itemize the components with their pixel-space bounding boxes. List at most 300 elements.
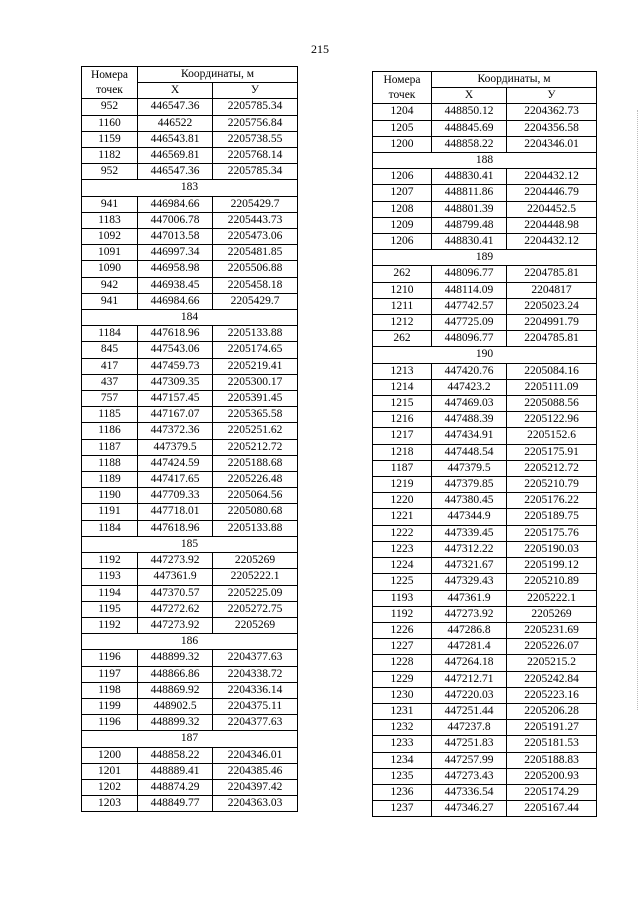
- table-row: [373, 444, 597, 460]
- table-row: [373, 363, 597, 379]
- x-coordinate: 448845.69: [432, 120, 507, 136]
- point-number: 1201: [82, 763, 138, 779]
- x-coordinate: 446958.98: [138, 261, 213, 277]
- x-coordinate: 447379.85: [432, 477, 507, 493]
- x-coordinate: 447361.9: [138, 569, 213, 585]
- table-row: [373, 185, 597, 201]
- x-coordinate: 447273.92: [138, 553, 213, 569]
- y-coordinate: 2205175.91: [507, 444, 597, 460]
- table-row: [373, 606, 597, 622]
- point-number: 1160: [82, 115, 138, 131]
- section-row: [82, 180, 298, 196]
- table-row: [82, 326, 298, 342]
- point-number: 1208: [373, 201, 432, 217]
- table-row: [373, 671, 597, 687]
- table-row: [82, 520, 298, 536]
- point-number: 1236: [373, 784, 432, 800]
- table-row: [82, 245, 298, 261]
- table-row: [82, 617, 298, 633]
- table-row: [373, 282, 597, 298]
- header-x: X: [432, 88, 507, 104]
- section-number: 183: [82, 180, 298, 196]
- table-row: [82, 342, 298, 358]
- x-coordinate: 447251.83: [432, 736, 507, 752]
- x-coordinate: 447469.03: [432, 396, 507, 412]
- table-row: [373, 428, 597, 444]
- x-coordinate: 447459.73: [138, 358, 213, 374]
- y-coordinate: 2205176.22: [507, 493, 597, 509]
- y-coordinate: 2204817: [507, 282, 597, 298]
- point-number: 417: [82, 358, 138, 374]
- y-coordinate: 2205189.75: [507, 509, 597, 525]
- y-coordinate: 2205222.1: [507, 590, 597, 606]
- table-row: [373, 703, 597, 719]
- point-number: 1212: [373, 315, 432, 331]
- y-coordinate: 2205174.65: [213, 342, 298, 358]
- x-coordinate: 448801.39: [432, 201, 507, 217]
- section-row: [82, 310, 298, 326]
- point-number: 1219: [373, 477, 432, 493]
- y-coordinate: 2204397.42: [213, 779, 298, 795]
- y-coordinate: 2205122.96: [507, 412, 597, 428]
- table-row: [82, 212, 298, 228]
- y-coordinate: 2205272.75: [213, 601, 298, 617]
- table-row: [82, 666, 298, 682]
- point-number: 262: [373, 266, 432, 282]
- scan-edge: [634, 110, 638, 710]
- table-row: [82, 698, 298, 714]
- x-coordinate: 447344.9: [432, 509, 507, 525]
- y-coordinate: 2204336.14: [213, 682, 298, 698]
- x-coordinate: 446569.81: [138, 148, 213, 164]
- table-row: [373, 720, 597, 736]
- table-row: [82, 715, 298, 731]
- point-number: 1237: [373, 801, 432, 817]
- table-row: [373, 266, 597, 282]
- table-row: [82, 277, 298, 293]
- x-coordinate: 447424.59: [138, 455, 213, 471]
- y-coordinate: 2204446.79: [507, 185, 597, 201]
- x-coordinate: 448866.86: [138, 666, 213, 682]
- y-coordinate: 2205443.73: [213, 212, 298, 228]
- y-coordinate: 2205365.58: [213, 407, 298, 423]
- table-row: [373, 412, 597, 428]
- y-coordinate: 2205458.18: [213, 277, 298, 293]
- point-number: 1189: [82, 472, 138, 488]
- point-number: 1200: [373, 136, 432, 152]
- x-coordinate: 447618.96: [138, 326, 213, 342]
- point-number: 1216: [373, 412, 432, 428]
- x-coordinate: 448830.41: [432, 234, 507, 250]
- table-row: [373, 169, 597, 185]
- x-coordinate: 448889.41: [138, 763, 213, 779]
- x-coordinate: 447167.07: [138, 407, 213, 423]
- table-row: [373, 622, 597, 638]
- table-row: [82, 293, 298, 309]
- page-number: 215: [311, 42, 329, 56]
- table-row: [373, 801, 597, 817]
- section-number: 190: [373, 347, 597, 363]
- x-coordinate: 448902.5: [138, 698, 213, 714]
- table-row: [373, 136, 597, 152]
- x-coordinate: 447379.5: [432, 460, 507, 476]
- y-coordinate: 2205023.24: [507, 298, 597, 314]
- x-coordinate: 447339.45: [432, 525, 507, 541]
- section-number: 187: [82, 731, 298, 747]
- y-coordinate: 2204338.72: [213, 666, 298, 682]
- section-row: [373, 153, 597, 169]
- x-coordinate: 446543.81: [138, 131, 213, 147]
- table-row: [82, 763, 298, 779]
- table-row: [82, 229, 298, 245]
- table-row: [373, 558, 597, 574]
- x-coordinate: 446547.36: [138, 99, 213, 115]
- table-row: [82, 261, 298, 277]
- y-coordinate: 2204363.03: [213, 796, 298, 812]
- x-coordinate: 447309.35: [138, 374, 213, 390]
- table-row: [82, 439, 298, 455]
- x-coordinate: 447251.44: [432, 703, 507, 719]
- y-coordinate: 2205226.07: [507, 639, 597, 655]
- point-number: 1206: [373, 169, 432, 185]
- y-coordinate: 2205181.53: [507, 736, 597, 752]
- x-coordinate: 448899.32: [138, 650, 213, 666]
- x-coordinate: 448858.22: [138, 747, 213, 763]
- section-number: 189: [373, 250, 597, 266]
- point-number: 952: [82, 99, 138, 115]
- y-coordinate: 2205084.16: [507, 363, 597, 379]
- y-coordinate: 2205219.41: [213, 358, 298, 374]
- x-coordinate: 448858.22: [432, 136, 507, 152]
- x-coordinate: 447725.09: [432, 315, 507, 331]
- header-coords: Координаты, м: [138, 67, 298, 83]
- y-coordinate: 2205223.16: [507, 687, 597, 703]
- x-coordinate: 448899.32: [138, 715, 213, 731]
- point-number: 1232: [373, 720, 432, 736]
- x-coordinate: 447257.99: [432, 752, 507, 768]
- point-number: 1214: [373, 379, 432, 395]
- x-coordinate: 447434.91: [432, 428, 507, 444]
- x-coordinate: 447618.96: [138, 520, 213, 536]
- y-coordinate: 2204356.58: [507, 120, 597, 136]
- point-number: 757: [82, 391, 138, 407]
- x-coordinate: 447380.45: [432, 493, 507, 509]
- x-coordinate: 448096.77: [432, 331, 507, 347]
- x-coordinate: 448849.77: [138, 796, 213, 812]
- x-coordinate: 448830.41: [432, 169, 507, 185]
- x-coordinate: 447281.4: [432, 639, 507, 655]
- point-number: 1206: [373, 234, 432, 250]
- point-number: 1191: [82, 504, 138, 520]
- point-number: 1196: [82, 650, 138, 666]
- table-row: [82, 99, 298, 115]
- y-coordinate: 2205133.88: [213, 520, 298, 536]
- section-number: 185: [82, 536, 298, 552]
- table-row: [373, 509, 597, 525]
- table-row: [82, 131, 298, 147]
- point-number: 1231: [373, 703, 432, 719]
- x-coordinate: 447448.54: [432, 444, 507, 460]
- y-coordinate: 2205225.09: [213, 585, 298, 601]
- table-row: [82, 504, 298, 520]
- point-number: 1221: [373, 509, 432, 525]
- y-coordinate: 2204785.81: [507, 331, 597, 347]
- table-row: [82, 569, 298, 585]
- y-coordinate: 2205242.84: [507, 671, 597, 687]
- y-coordinate: 2205152.6: [507, 428, 597, 444]
- point-number: 1185: [82, 407, 138, 423]
- table-row: [373, 768, 597, 784]
- x-coordinate: 447006.78: [138, 212, 213, 228]
- point-number: 1192: [82, 617, 138, 633]
- point-number: 1193: [82, 569, 138, 585]
- point-number: 941: [82, 196, 138, 212]
- table-row: [373, 396, 597, 412]
- table-row: [373, 460, 597, 476]
- point-number: 1225: [373, 574, 432, 590]
- y-coordinate: 2205785.34: [213, 164, 298, 180]
- point-number: 1235: [373, 768, 432, 784]
- point-number: 1190: [82, 488, 138, 504]
- table-row: [82, 779, 298, 795]
- header-x: X: [138, 83, 213, 99]
- point-number: 941: [82, 293, 138, 309]
- y-coordinate: 2205215.2: [507, 655, 597, 671]
- table-row: [82, 601, 298, 617]
- point-number: 1198: [82, 682, 138, 698]
- x-coordinate: 447312.22: [432, 541, 507, 557]
- section-row: [373, 250, 597, 266]
- table-row: [373, 525, 597, 541]
- point-number: 437: [82, 374, 138, 390]
- y-coordinate: 2205199.12: [507, 558, 597, 574]
- header-y: У: [507, 88, 597, 104]
- point-number: 845: [82, 342, 138, 358]
- x-coordinate: 446997.34: [138, 245, 213, 261]
- point-number: 1192: [82, 553, 138, 569]
- y-coordinate: 2205088.56: [507, 396, 597, 412]
- y-coordinate: 2205269: [213, 617, 298, 633]
- table-row: [82, 488, 298, 504]
- section-row: [82, 536, 298, 552]
- x-coordinate: 447336.54: [432, 784, 507, 800]
- table-row: [373, 655, 597, 671]
- x-coordinate: 448114.09: [432, 282, 507, 298]
- point-number: 1227: [373, 639, 432, 655]
- y-coordinate: 2205167.44: [507, 801, 597, 817]
- y-coordinate: 2204432.12: [507, 169, 597, 185]
- y-coordinate: 2205188.68: [213, 455, 298, 471]
- table-row: [373, 234, 597, 250]
- header-y: У: [213, 83, 298, 99]
- table-row: [373, 104, 597, 120]
- table-row: [373, 736, 597, 752]
- y-coordinate: 2205191.27: [507, 720, 597, 736]
- table-row: [82, 472, 298, 488]
- point-number: 1228: [373, 655, 432, 671]
- y-coordinate: 2205756.84: [213, 115, 298, 131]
- table-row: [82, 585, 298, 601]
- table-row: [82, 650, 298, 666]
- x-coordinate: 446547.36: [138, 164, 213, 180]
- section-number: 188: [373, 153, 597, 169]
- y-coordinate: 2204385.46: [213, 763, 298, 779]
- point-number: 1200: [82, 747, 138, 763]
- x-coordinate: 447361.9: [432, 590, 507, 606]
- y-coordinate: 2205064.56: [213, 488, 298, 504]
- point-number: 1187: [82, 439, 138, 455]
- point-number: 1217: [373, 428, 432, 444]
- y-coordinate: 2204991.79: [507, 315, 597, 331]
- x-coordinate: 447212.71: [432, 671, 507, 687]
- table-row: [373, 379, 597, 395]
- y-coordinate: 2205226.48: [213, 472, 298, 488]
- point-number: 1215: [373, 396, 432, 412]
- x-coordinate: 447417.65: [138, 472, 213, 488]
- point-number: 1209: [373, 217, 432, 233]
- x-coordinate: 447488.39: [432, 412, 507, 428]
- table-row: [82, 682, 298, 698]
- table-row: [82, 455, 298, 471]
- y-coordinate: 2205300.17: [213, 374, 298, 390]
- point-number: 1205: [373, 120, 432, 136]
- table-row: [373, 201, 597, 217]
- point-number: 1223: [373, 541, 432, 557]
- point-number: 1183: [82, 212, 138, 228]
- coordinates-table-left: [81, 66, 298, 812]
- y-coordinate: 2205222.1: [213, 569, 298, 585]
- coordinates-table-right: [372, 71, 597, 817]
- table-row: [373, 752, 597, 768]
- x-coordinate: 447742.57: [432, 298, 507, 314]
- y-coordinate: 2205080.68: [213, 504, 298, 520]
- table-row: [82, 196, 298, 212]
- x-coordinate: 447321.67: [432, 558, 507, 574]
- y-coordinate: 2205269: [213, 553, 298, 569]
- point-number: 1193: [373, 590, 432, 606]
- section-row: [82, 634, 298, 650]
- x-coordinate: 447220.03: [432, 687, 507, 703]
- y-coordinate: 2205200.93: [507, 768, 597, 784]
- x-coordinate: 447372.36: [138, 423, 213, 439]
- y-coordinate: 2205429.7: [213, 293, 298, 309]
- y-coordinate: 2205210.89: [507, 574, 597, 590]
- table-row: [373, 687, 597, 703]
- point-number: 1213: [373, 363, 432, 379]
- x-coordinate: 448799.48: [432, 217, 507, 233]
- y-coordinate: 2205210.79: [507, 477, 597, 493]
- header-coords: Координаты, м: [432, 72, 597, 88]
- x-coordinate: 447379.5: [138, 439, 213, 455]
- point-number: 1091: [82, 245, 138, 261]
- table-row: [373, 493, 597, 509]
- x-coordinate: 446522: [138, 115, 213, 131]
- point-number: 1224: [373, 558, 432, 574]
- table-row: [82, 374, 298, 390]
- table-row: [373, 541, 597, 557]
- point-number: 1218: [373, 444, 432, 460]
- y-coordinate: 2205212.72: [507, 460, 597, 476]
- point-number: 1159: [82, 131, 138, 147]
- point-number: 952: [82, 164, 138, 180]
- y-coordinate: 2204432.12: [507, 234, 597, 250]
- point-number: 1092: [82, 229, 138, 245]
- x-coordinate: 447709.33: [138, 488, 213, 504]
- point-number: 1222: [373, 525, 432, 541]
- table-row: [373, 120, 597, 136]
- point-number: 1211: [373, 298, 432, 314]
- table-row: [373, 574, 597, 590]
- y-coordinate: 2205391.45: [213, 391, 298, 407]
- x-coordinate: 448811.86: [432, 185, 507, 201]
- x-coordinate: 446938.45: [138, 277, 213, 293]
- x-coordinate: 448096.77: [432, 266, 507, 282]
- y-coordinate: 2205429.7: [213, 196, 298, 212]
- point-number: 1210: [373, 282, 432, 298]
- y-coordinate: 2205212.72: [213, 439, 298, 455]
- table-row: [373, 315, 597, 331]
- table-row: [373, 331, 597, 347]
- x-coordinate: 447370.57: [138, 585, 213, 601]
- table-row: [373, 298, 597, 314]
- point-number: 1182: [82, 148, 138, 164]
- y-coordinate: 2205231.69: [507, 622, 597, 638]
- x-coordinate: 447273.92: [138, 617, 213, 633]
- table-row: [82, 747, 298, 763]
- y-coordinate: 2204377.63: [213, 650, 298, 666]
- y-coordinate: 2205174.29: [507, 784, 597, 800]
- point-number: 1188: [82, 455, 138, 471]
- x-coordinate: 448874.29: [138, 779, 213, 795]
- y-coordinate: 2204377.63: [213, 715, 298, 731]
- point-number: 1203: [82, 796, 138, 812]
- point-number: 1187: [373, 460, 432, 476]
- point-number: 1202: [82, 779, 138, 795]
- point-number: 1234: [373, 752, 432, 768]
- x-coordinate: 447273.43: [432, 768, 507, 784]
- point-number: 1194: [82, 585, 138, 601]
- table-row: [82, 407, 298, 423]
- table-row: [373, 590, 597, 606]
- header-points: Номера точек: [373, 72, 432, 104]
- x-coordinate: 447286.8: [432, 622, 507, 638]
- point-number: 1184: [82, 520, 138, 536]
- y-coordinate: 2205188.83: [507, 752, 597, 768]
- x-coordinate: 447543.06: [138, 342, 213, 358]
- x-coordinate: 447264.18: [432, 655, 507, 671]
- point-number: 1195: [82, 601, 138, 617]
- section-number: 186: [82, 634, 298, 650]
- y-coordinate: 2204448.98: [507, 217, 597, 233]
- y-coordinate: 2204785.81: [507, 266, 597, 282]
- y-coordinate: 2205785.34: [213, 99, 298, 115]
- table-row: [82, 391, 298, 407]
- point-number: 1199: [82, 698, 138, 714]
- y-coordinate: 2205190.03: [507, 541, 597, 557]
- y-coordinate: 2205269: [507, 606, 597, 622]
- x-coordinate: 447157.45: [138, 391, 213, 407]
- y-coordinate: 2205506.88: [213, 261, 298, 277]
- point-number: 262: [373, 331, 432, 347]
- x-coordinate: 447420.76: [432, 363, 507, 379]
- x-coordinate: 447329.43: [432, 574, 507, 590]
- point-number: 1229: [373, 671, 432, 687]
- section-row: [82, 731, 298, 747]
- table-row: [82, 148, 298, 164]
- table-row: [373, 784, 597, 800]
- y-coordinate: 2205206.28: [507, 703, 597, 719]
- y-coordinate: 2204346.01: [213, 747, 298, 763]
